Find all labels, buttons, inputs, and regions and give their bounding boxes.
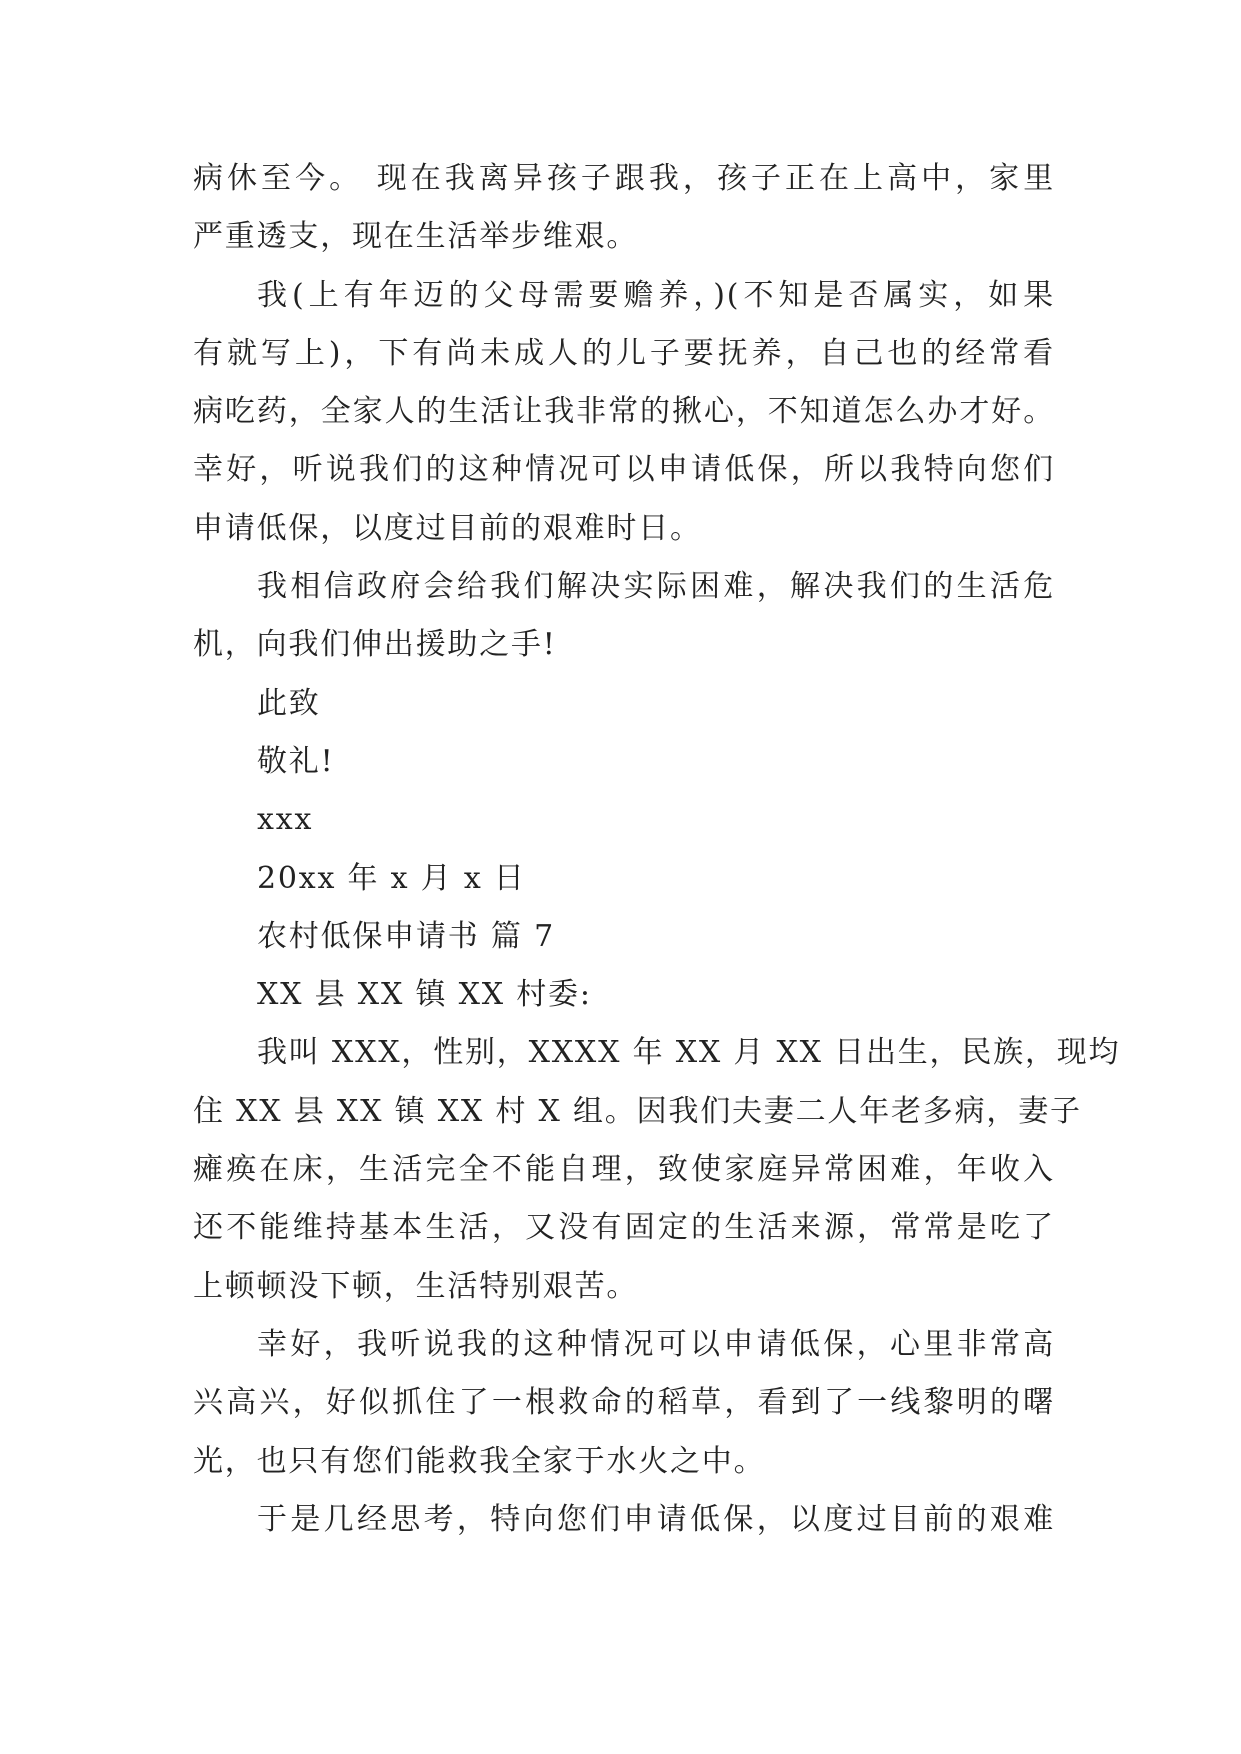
section-heading: 农村低保申请书 篇 7 <box>257 918 555 954</box>
paragraph-line: 幸好，我听说我的这种情况可以申请低保，心里非常高 <box>257 1326 1055 1362</box>
paragraph-line: 于是几经思考，特向您们申请低保，以度过目前的艰难 <box>257 1501 1055 1537</box>
signature-name: xxx <box>257 802 314 838</box>
paragraph-line: 住 XX 县 XX 镇 XX 村 X 组。因我们夫妻二人年老多病，妻子 <box>193 1093 1082 1129</box>
paragraph-line: 还不能维持基本生活，又没有固定的生活来源，常常是吃了 <box>193 1210 1055 1246</box>
paragraph-line: 我(上有年迈的父母需要赡养，)(不知是否属实，如果 <box>257 277 1055 313</box>
closing-regards: 敬礼! <box>257 743 335 779</box>
paragraph-line: 上顿顿没下顿，生活特别艰苦。 <box>193 1268 639 1304</box>
paragraph-line: 病吃药，全家人的生活让我非常的揪心，不知道怎么办才好。 <box>193 394 1055 430</box>
signature-date: 20xx 年 x 月 x 日 <box>257 860 526 896</box>
paragraph-line: 有就写上)，下有尚未成人的儿子要抚养，自己也的经常看 <box>193 335 1055 371</box>
document-body <box>193 150 1121 1549</box>
paragraph-line: 光，也只有您们能救我全家于水火之中。 <box>193 1443 766 1479</box>
paragraph-line: 申请低保，以度过目前的艰难时日。 <box>193 510 702 546</box>
paragraph-line: 兴高兴，好似抓住了一根救命的稻草，看到了一线黎明的曙 <box>193 1385 1055 1421</box>
paragraph-line: 瘫痪在床，生活完全不能自理，致使家庭异常困难，年收入 <box>193 1152 1055 1188</box>
closing-salutation: 此致 <box>257 685 321 721</box>
paragraph-line: 我相信政府会给我们解决实际困难，解决我们的生活危 <box>257 569 1055 605</box>
paragraph-line: 我叫 XXX，性别，XXXX 年 XX 月 XX 日出生，民族，现均 <box>257 1035 1121 1071</box>
addressee: XX 县 XX 镇 XX 村委: <box>257 977 592 1013</box>
paragraph-line: 机，向我们伸出援助之手! <box>193 627 557 663</box>
paragraph-line: 病休至今。 现在我离异孩子跟我，孩子正在上高中，家里 <box>193 161 1055 196</box>
paragraph-line: 严重透支，现在生活举步维艰。 <box>193 219 639 255</box>
paragraph-line: 幸好，听说我们的这种情况可以申请低保，所以我特向您们 <box>193 452 1055 488</box>
